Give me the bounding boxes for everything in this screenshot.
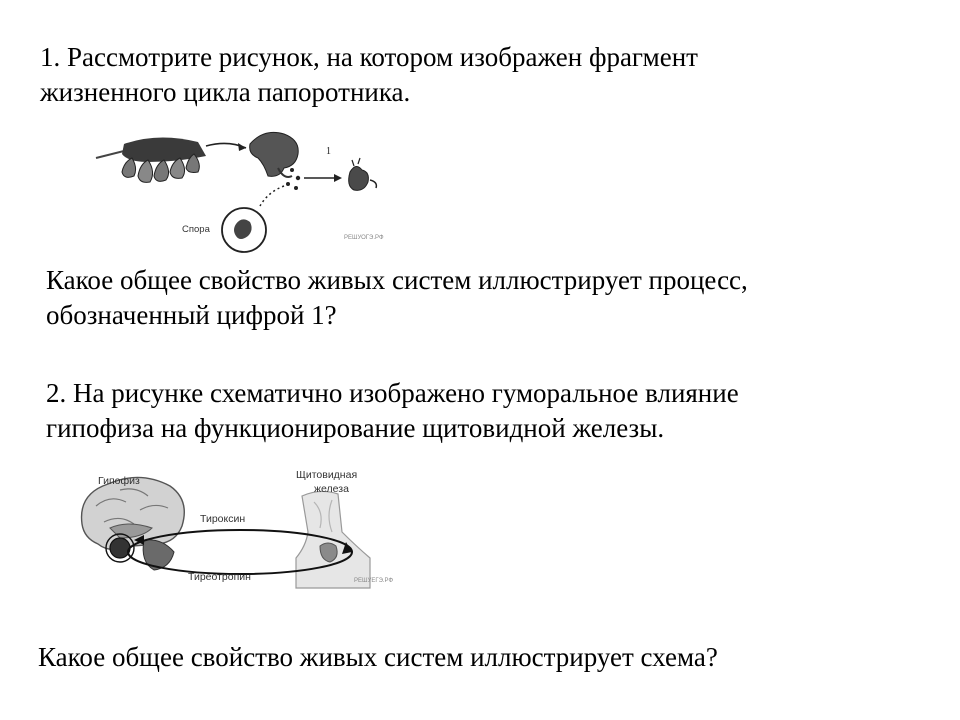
spore-label: Спора [182, 224, 210, 235]
question1-question [46, 263, 748, 333]
question2-line1: 2. На рисунке схематично изображено гуморальное влияние [46, 378, 739, 408]
question1-text [40, 40, 698, 110]
question1-question-line2: обозначенный цифрой 1? [46, 300, 337, 330]
dotted-path-to-spore [260, 186, 284, 206]
question1-line2: жизненного цикла папоротника. [40, 77, 411, 107]
question2-line2: гипофиза на функционирование щитовидной железы. [46, 413, 665, 443]
hormone-watermark: РЕШУЕГЭ.РФ [354, 578, 394, 584]
spore-image [234, 219, 252, 239]
thyroid-label-line2: железа [314, 483, 349, 495]
question2-question-line: Какое общее свойство живых систем иллюстрирует схема? [38, 642, 718, 672]
question2-question [38, 640, 718, 675]
thyroid-label-line1: Щитовидная [296, 469, 358, 481]
thyroxine-label: Тироксин [200, 513, 246, 525]
pituitary-marker [110, 538, 130, 558]
pituitary-thyroid-figure [70, 462, 405, 592]
tsh-label: Тиреотропин [188, 571, 251, 583]
germinating-spore-image [349, 158, 377, 190]
fern-watermark: РЕШУОГЭ.РФ [344, 235, 384, 241]
question1-line1: 1. Рассмотрите рисунок, на котором изображен фрагмент [40, 42, 698, 72]
brain-image [82, 477, 185, 570]
fern-life-cycle-figure [88, 118, 398, 260]
question2-text [46, 376, 739, 446]
process-number-label: 1 [326, 146, 331, 157]
fern-leaf-sori-image [96, 137, 206, 182]
pituitary-label: Гипофиз [98, 475, 140, 487]
question1-question-line1: Какое общее свойство живых систем иллюстрирует процесс, [46, 265, 748, 295]
